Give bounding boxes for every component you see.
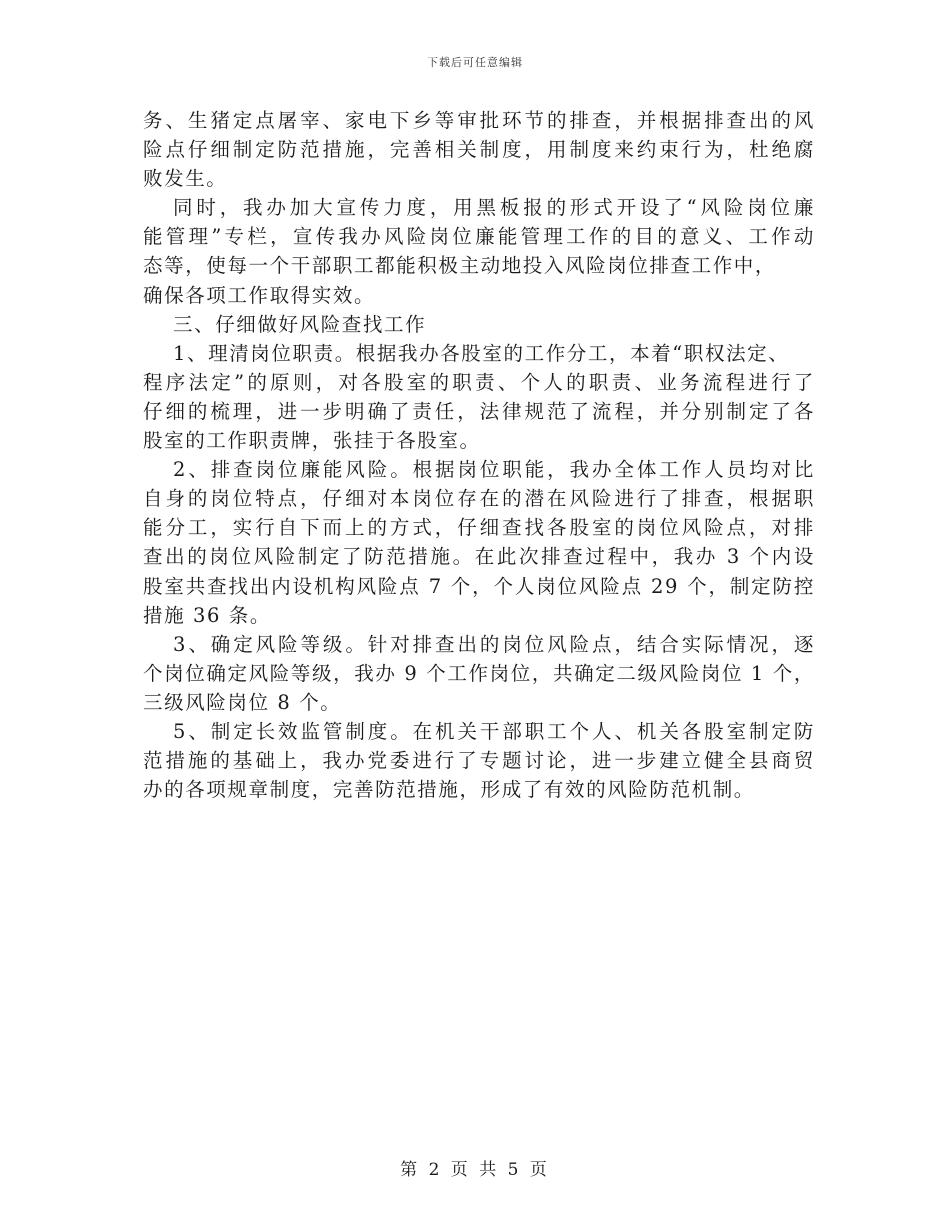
text-line: 败发生。 — [143, 167, 228, 191]
text-line: 办的各项规章制度，完善防范措施，形成了有效的风险防范机制。 — [143, 778, 755, 802]
document-body — [143, 106, 815, 804]
text-line: 三级风险岗位 8 个。 — [143, 690, 342, 714]
text-line: 同时，我办加大宣传力度，用黑板报的形式开设了“风险岗位廉 — [173, 196, 815, 220]
text-line: 自身的岗位特点，仔细对本岗位存在的潜在风险进行了排查，根据职 — [143, 487, 815, 511]
page-number: 第 2 页 共 5 页 — [400, 1160, 550, 1180]
text-line: 范措施的基础上，我办党委进行了专题讨论，进一步建立健全县商贸 — [143, 749, 815, 773]
text-line: 措施 36 条。 — [143, 603, 272, 627]
text-line: 仔细的梳理，进一步明确了责任，法律规范了流程，并分别制定了各 — [143, 399, 815, 423]
text-line: 查出的岗位风险制定了防范措施。在此次排查过程中，我办 3 个内设 — [143, 545, 815, 569]
text-line: 5、制定长效监管制度。在机关干部职工个人、机关各股室制定防 — [173, 719, 815, 743]
text-line: 3、确定风险等级。针对排查出的岗位风险点，结合实际情况，逐 — [173, 632, 815, 656]
text-line: 务、生猪定点屠宰、家电下乡等审批环节的排查，并根据排查出的风 — [143, 109, 815, 132]
text-line: 态等，使每一个干部职工都能积极主动地投入风险岗位排查工作中， — [143, 254, 777, 278]
text-line: 个岗位确定风险等级，我办 9 个工作岗位，共确定二级风险岗位 1 个， — [143, 661, 815, 685]
text-line: 股室的工作职责牌，张挂于各股室。 — [143, 429, 481, 453]
text-line: 2、排查岗位廉能风险。根据岗位职能，我办全体工作人员均对比 — [173, 458, 815, 482]
text-line: 能分工，实行自下而上的方式，仔细查找各股室的岗位风险点，对排 — [143, 516, 815, 540]
text-line: 险点仔细制定防范措施，完善相关制度，用制度来约束行为，杜绝腐 — [143, 138, 815, 162]
text-line: 确保各项工作取得实效。 — [143, 283, 376, 307]
text-line: 能管理”专栏，宣传我办风险岗位廉能管理工作的目的意义、工作动 — [143, 225, 815, 249]
header-note: 下载后可任意编辑 — [427, 56, 523, 69]
text-line: 1、理清岗位职责。根据我办各股室的工作分工，本着“职权法定、 — [173, 341, 790, 365]
text-line: 股室共查找出内设机构风险点 7 个，个人岗位风险点 29 个，制定防控 — [143, 574, 815, 598]
section-heading: 三、仔细做好风险查找工作 — [173, 312, 427, 336]
text-line: 程序法定”的原则，对各股室的职责、个人的职责、业务流程进行了 — [143, 370, 815, 394]
